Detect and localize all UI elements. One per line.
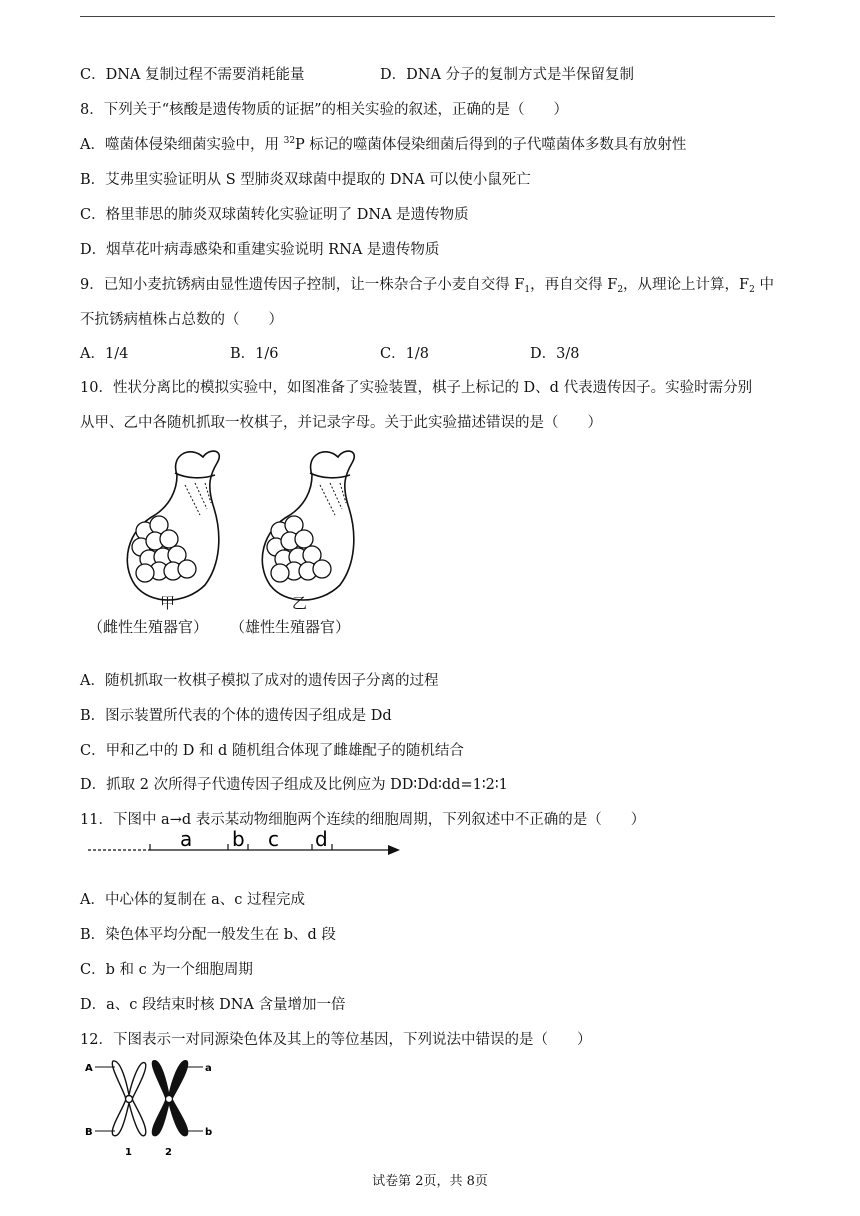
chromosome-2-icon [152, 1061, 187, 1136]
gene-b-label: b [205, 1127, 213, 1138]
q10-figure-bags [115, 445, 375, 645]
q7-option-c: C．DNA 复制过程不需要消耗能量 [80, 67, 305, 83]
q9-option-c: C．1/8 [380, 346, 429, 362]
page-footer: 试卷第 2页，共 8页 [372, 1174, 488, 1189]
q10-option-b: B．图示装置所代表的个体的遗传因子组成是 Dd [80, 708, 392, 724]
bag-caption-male: （雄性生殖器官） [230, 618, 351, 636]
q11-option-a: A．中心体的复制在 a、c 过程完成 [80, 892, 305, 908]
gene-B-label: B [85, 1127, 93, 1138]
q10-stem-line1: 10．性状分离比的模拟实验中，如图准备了实验装置，棋子上标记的 D、d 代表遗传因子。实验时需分别 [80, 380, 753, 396]
q10-option-c: C．甲和乙中的 D 和 d 随机组合体现了雌雄配子的随机结合 [80, 743, 464, 759]
chromosome-1-label: 1 [125, 1147, 132, 1158]
q9-option-a: A．1/4 [80, 346, 129, 362]
gene-A-label: A [85, 1063, 93, 1074]
segment-d-label: d [315, 830, 328, 851]
q9-stem: 9．已知小麦抗锈病由显性遗传因子控制，让一株杂合子小麦自交得 $F_1$，再自交得 $F_2$，从理论上计算，$F_2$ 中 [80, 277, 774, 295]
q9-stem-line2: 不抗锈病植株占总数的（ ） [80, 312, 283, 328]
q8-stem: 8．下列关于“核酸是遗传物质的证据”的相关实验的叙述，正确的是（ ） [80, 102, 569, 118]
q11-cell-cycle-arrow [88, 830, 408, 860]
q8-option-c: C．格里菲思的肺炎双球菌转化实验证明了 DNA 是遗传物质 [80, 207, 469, 223]
bag-label-yi: 乙 [292, 594, 308, 612]
chromosome-1-icon [112, 1061, 146, 1136]
chromosome-2-label: 2 [165, 1147, 172, 1158]
q9-option-d: D．3/8 [530, 346, 580, 362]
q12-stem: 12．下图表示一对同源染色体及其上的等位基因，下列说法中错误的是（ ） [80, 1032, 592, 1048]
q8-option-d: D．烟草花叶病毒感染和重建实验说明 RNA 是遗传物质 [80, 242, 440, 258]
q10-stem-line2: 从甲、乙中各随机抓取一枚棋子，并记录字母。关于此实验描述错误的是（ ） [80, 415, 602, 431]
q8-option-a: A．噬菌体侵染细菌实验中，用 $^{32}$P 标记的噬菌体侵染细菌后得到的子代噬菌体多数具有放射性 [80, 136, 687, 153]
segment-c-label: c [268, 830, 279, 851]
segment-b-label: b [232, 830, 245, 851]
q11-option-d: D．a、c 段结束时核 DNA 含量增加一倍 [80, 997, 346, 1013]
q11-stem: 11．下图中 a→d 表示某动物细胞两个连续的细胞周期，下列叙述中不正确的是（ ） [80, 812, 646, 828]
q11-option-b: B．染色体平均分配一般发生在 b、d 段 [80, 927, 336, 943]
gene-a-label: a [205, 1063, 212, 1074]
bag-label-jia: 甲 [160, 594, 176, 612]
q9-option-b: B．1/6 [230, 346, 279, 362]
q10-option-d: D．抓取 2 次所得子代遗传因子组成及比例应为 DD∶Dd∶dd=1∶2∶1 [80, 777, 508, 793]
q7-option-d: D．DNA 分子的复制方式是半保留复制 [380, 67, 635, 83]
header-rule [80, 16, 775, 17]
bag-caption-female: （雌性生殖器官） [88, 618, 209, 636]
q8-option-b: B．艾弗里实验证明从 S 型肺炎双球菌中提取的 DNA 可以使小鼠死亡 [80, 172, 531, 188]
q11-option-c: C．b 和 c 为一个细胞周期 [80, 962, 253, 978]
q12-chromosome-figure [85, 1055, 225, 1165]
q10-option-a: A．随机抓取一枚棋子模拟了成对的遗传因子分离的过程 [80, 673, 439, 689]
segment-a-label: a [180, 830, 193, 851]
